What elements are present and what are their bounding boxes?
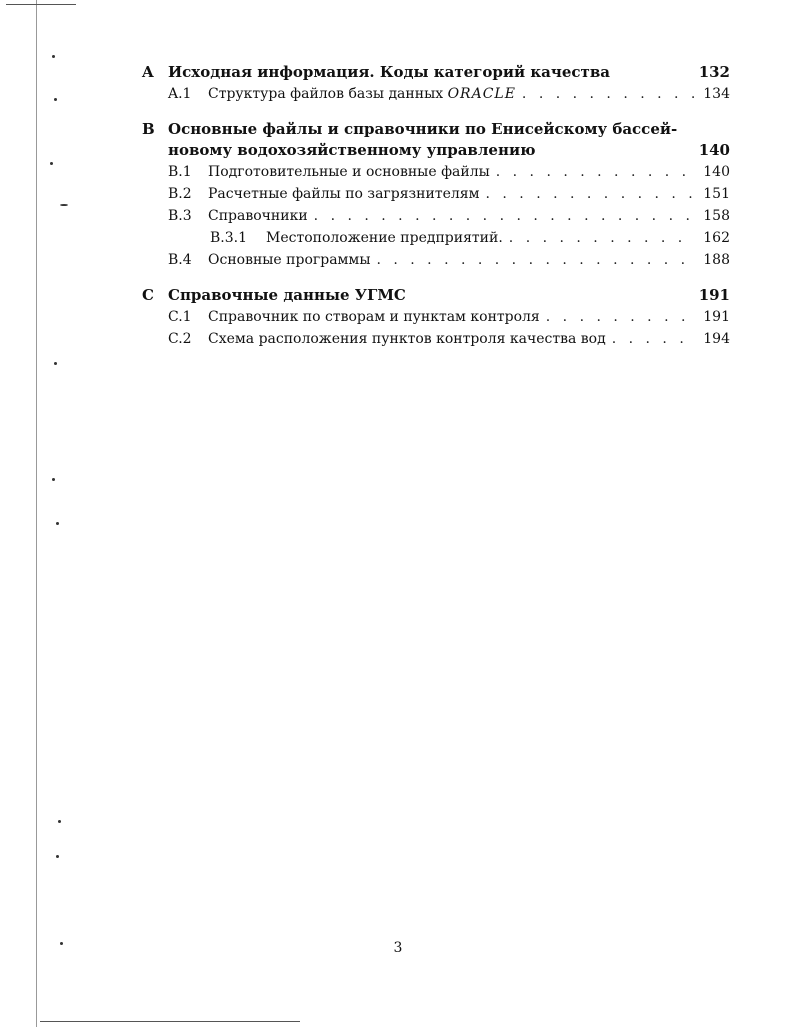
leader-dots <box>376 249 694 271</box>
entry-title: Структура файлов базы данных ORACLE <box>208 86 516 102</box>
leader-dots <box>509 227 694 249</box>
entry-number: A.1 <box>168 86 192 102</box>
entry-title: Подготовительные и основные файлы <box>208 164 490 180</box>
section-heading[interactable] <box>142 119 730 161</box>
toc-section-b <box>142 119 730 271</box>
scan-speck <box>56 522 59 525</box>
section-title: Исходная информация. Коды категорий качества <box>168 63 610 81</box>
section-heading[interactable] <box>142 62 730 83</box>
entry-title: Расчетные файлы по загрязнителям <box>208 186 480 202</box>
leader-dots <box>612 328 694 350</box>
entry-page: 134 <box>703 86 730 102</box>
section-letter: A <box>142 63 154 81</box>
section-letter: B <box>142 120 155 138</box>
entry-page: 151 <box>703 186 730 202</box>
entry-number: B.2 <box>168 186 192 202</box>
toc-section-c <box>142 285 730 350</box>
entry-number: B.4 <box>168 252 192 268</box>
section-page: 132 <box>698 63 730 81</box>
entry-page: 162 <box>703 230 730 246</box>
leader-dots <box>522 83 694 105</box>
section-title <box>168 119 691 161</box>
entry-title: Справочник по створам и пунктам контроля <box>208 309 540 325</box>
entry-title: Местоположение предприятий. <box>266 230 503 246</box>
scan-speck <box>54 98 57 101</box>
section-title-line1: Основные файлы и справочники по Енисейскому бассей- <box>168 120 678 138</box>
entry-title: Основные программы <box>208 252 371 268</box>
page-number: 3 <box>393 940 403 956</box>
toc-entry[interactable] <box>142 83 730 105</box>
scan-edge-left <box>36 0 37 1027</box>
section-heading[interactable] <box>142 285 730 306</box>
entry-number: B.1 <box>168 164 192 180</box>
entry-page: 158 <box>703 208 730 224</box>
leader-dots <box>496 161 694 183</box>
entry-title-italic: ORACLE <box>447 86 516 102</box>
scan-speck <box>52 55 55 58</box>
scan-speck <box>54 362 57 365</box>
section-title: Справочные данные УГМС <box>168 286 406 304</box>
toc-entry[interactable] <box>142 205 730 227</box>
section-page: 191 <box>698 286 730 304</box>
section-letter: C <box>142 286 154 304</box>
entry-number: B.3 <box>168 208 192 224</box>
scan-edge-bottom <box>40 1021 300 1022</box>
scan-speck <box>60 204 68 206</box>
entry-page: 140 <box>703 164 730 180</box>
leader-dots <box>314 205 694 227</box>
entry-page: 188 <box>703 252 730 268</box>
entry-number: C.1 <box>168 309 192 325</box>
leader-dots <box>546 306 694 328</box>
toc-entry[interactable] <box>142 161 730 183</box>
entry-number: C.2 <box>168 331 192 347</box>
entry-title: Справочники <box>208 208 308 224</box>
entry-title: Схема расположения пунктов контроля качества вод <box>208 331 606 347</box>
entry-page: 194 <box>703 331 730 347</box>
section-page: 140 <box>698 141 730 159</box>
scan-edge-top <box>6 4 76 5</box>
scan-speck <box>50 162 53 165</box>
table-of-contents <box>142 62 730 364</box>
scan-speck <box>56 855 59 858</box>
toc-entry[interactable] <box>142 249 730 271</box>
toc-section-a <box>142 62 730 105</box>
section-title-line2: новому водохозяйственному управлению <box>168 141 536 159</box>
scan-speck <box>52 478 55 481</box>
toc-entry[interactable] <box>142 306 730 328</box>
entry-number: B.3.1 <box>210 230 248 246</box>
toc-entry[interactable] <box>142 328 730 350</box>
scan-speck <box>58 820 61 823</box>
toc-entry[interactable] <box>142 183 730 205</box>
entry-page: 191 <box>703 309 730 325</box>
toc-subentry[interactable] <box>142 227 730 249</box>
leader-dots <box>486 183 695 205</box>
